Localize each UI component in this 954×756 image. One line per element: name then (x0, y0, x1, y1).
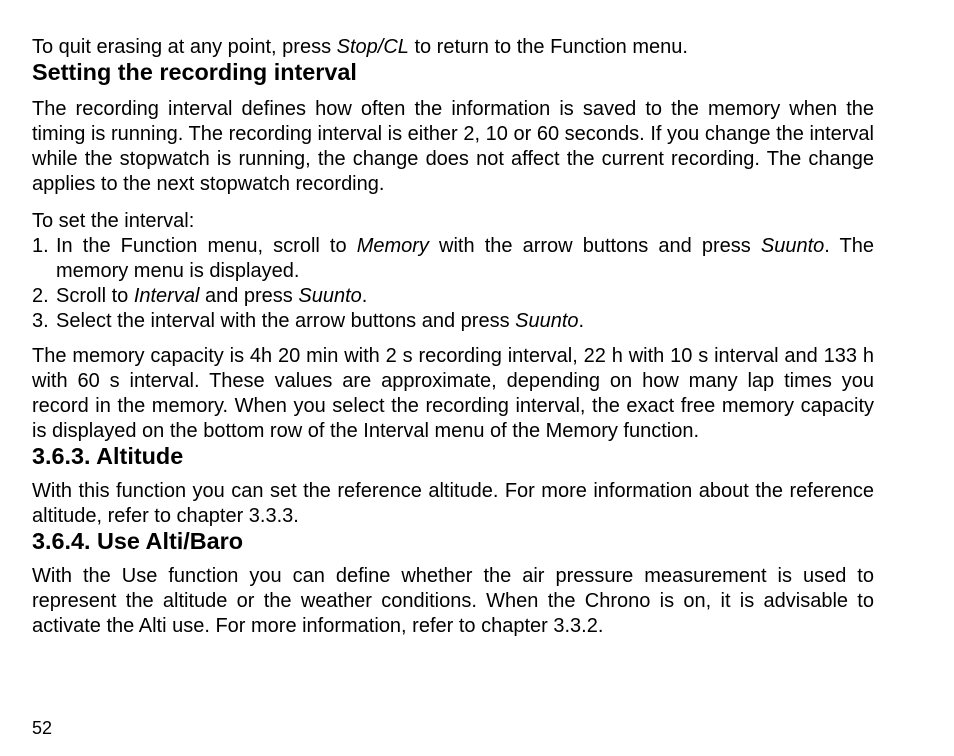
step-text-part: Select the interval with the arrow buttons and press (56, 310, 516, 332)
list-item (32, 234, 874, 284)
heading-recording-interval: Setting the recording interval (32, 59, 357, 85)
altitude-paragraph: With this function you can set the reference altitude. For more information about the reference altitude, refer to chapter 3.3.3. (32, 480, 874, 527)
step-text-emphasis: Memory (356, 235, 429, 257)
interval-paragraph-2: The memory capacity is 4h 20 min with 2 s recording interval, 22 h with 10 s interval and 133 h with 60 s interval. These values are approximate, depending on how many lap times you record in the memory. When you select the recording interval, the exact free memory capacity is displayed on the bottom row of the Interval menu of the Memory function. (32, 345, 874, 442)
step-number: 1. (32, 235, 49, 257)
page-content (32, 35, 874, 639)
step-number: 2. (32, 285, 49, 307)
step-text (56, 234, 874, 284)
intro-emphasis: Stop/CL (336, 36, 409, 58)
step-text-emphasis: Suunto (298, 285, 362, 307)
heading-altitude: 3.6.3. Altitude (32, 443, 184, 469)
step-text-part: . (578, 310, 585, 332)
step-text (56, 284, 874, 309)
to-set-interval-label: To set the interval: (32, 210, 195, 232)
page-number: 52 (32, 718, 53, 738)
use-alti-baro-paragraph: With the Use function you can define whether the air pressure measurement is used to represent the altitude or the weather conditions. When the Chrono is on, it is advisable to activate the Alti use. For more information, refer to chapter 3.3.2. (32, 565, 874, 637)
step-text-part: . (361, 285, 368, 307)
intro-text-after: to return to the Function menu. (408, 36, 688, 58)
interval-steps-list (32, 234, 874, 334)
step-text-part: In the Function menu, scroll to (56, 235, 357, 257)
list-item (32, 284, 874, 309)
step-text-part: . The memory menu is displayed. (56, 235, 875, 282)
step-text (56, 309, 874, 334)
step-text-part: with the arrow buttons and press (428, 235, 761, 257)
step-text-emphasis: Interval (133, 285, 200, 307)
intro-paragraph (32, 35, 874, 60)
list-item (32, 309, 874, 334)
intro-text-before: To quit erasing at any point, press (32, 36, 337, 58)
step-text-part: Scroll to (56, 285, 134, 307)
step-number: 3. (32, 310, 49, 332)
step-text-emphasis: Suunto (760, 235, 825, 257)
step-text-part: and press (199, 285, 299, 307)
step-text-emphasis: Suunto (515, 310, 579, 332)
interval-paragraph-1: The recording interval defines how often the information is saved to the memory when the timing is running. The recording interval is either 2, 10 or 60 seconds. If you change the interval while the stopwatch is running, the change does not affect the current recording. The change applies to the next stopwatch recording. (32, 98, 874, 195)
heading-use-alti-baro: 3.6.4. Use Alti/Baro (32, 528, 244, 554)
